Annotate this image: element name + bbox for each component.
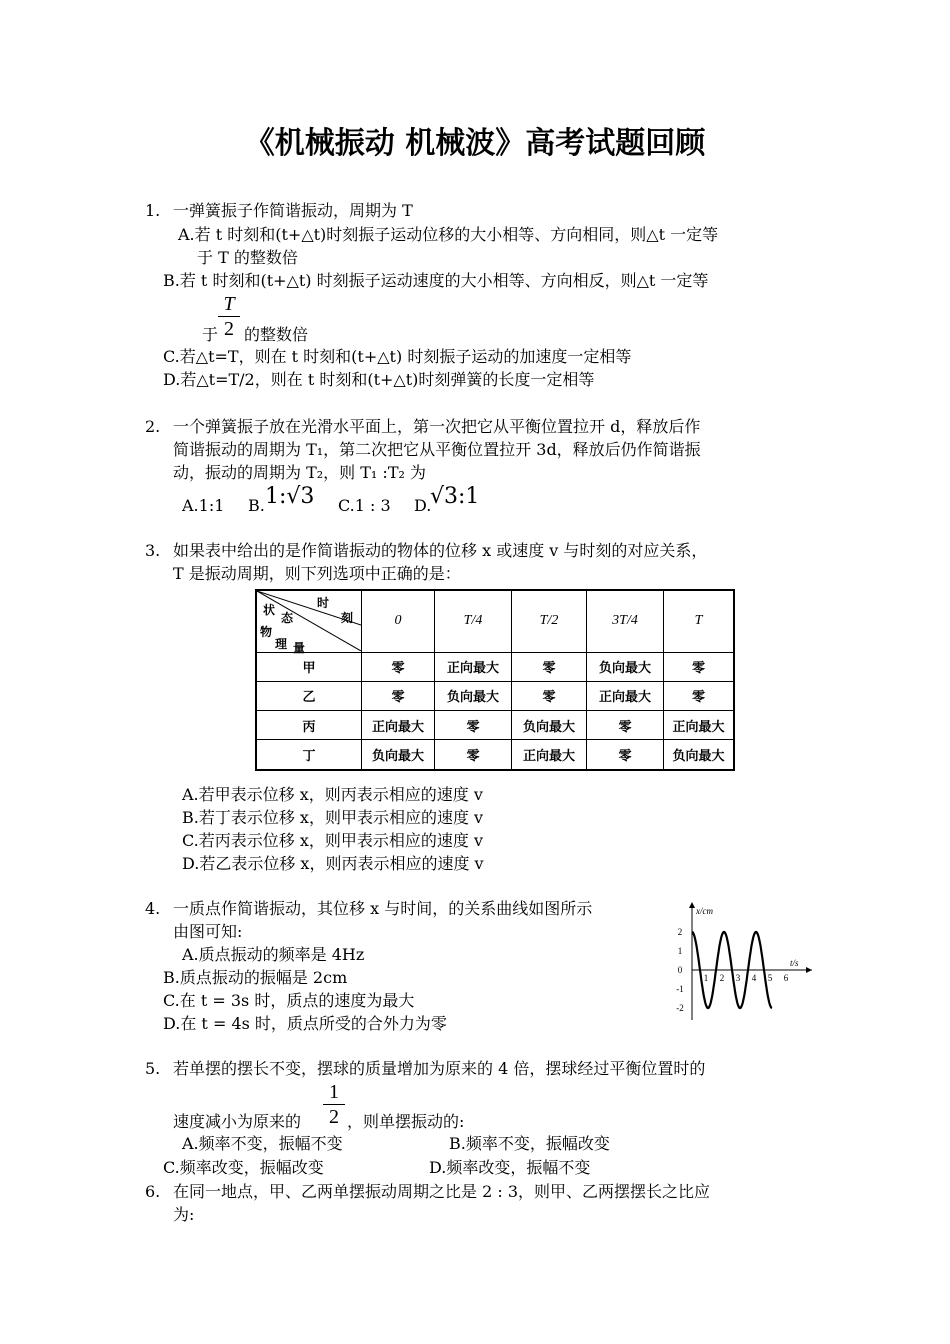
x-tick-label: 5 <box>767 973 773 983</box>
q2-option-d-label: D. <box>414 496 432 515</box>
table-cell: 负向最大 <box>587 652 664 681</box>
q3-option-d: D.若乙表示位移 x，则丙表示相应的速度 v <box>182 854 484 873</box>
table-row <box>256 711 734 740</box>
q2-line-3: 动，振动的周期为 T₂，则 T₁ :T₂ 为 <box>173 463 426 482</box>
x-tick-label: 2 <box>719 973 725 983</box>
q1-option-b-pre: 于 <box>202 325 219 344</box>
table-cell: 负向最大 <box>435 681 512 710</box>
table-cell: 正向最大 <box>435 652 512 681</box>
q3-number: 3. <box>145 541 161 560</box>
table-header-row <box>256 590 734 652</box>
q5-fraction-den: 2 <box>323 1104 345 1129</box>
q1-option-a-cont: 于 T 的整数倍 <box>197 248 298 267</box>
x-axis-label: t/s <box>790 958 799 968</box>
q1-fraction-den: 2 <box>218 316 240 341</box>
table-cell: 零 <box>362 652 435 681</box>
table-row <box>256 681 734 710</box>
corner-state: 状 <box>263 603 276 618</box>
q4-number: 4. <box>145 899 161 918</box>
q4-line-2: 由图可知: <box>173 922 243 941</box>
q5-fraction-num: 1 <box>329 1081 339 1103</box>
q3-option-c: C.若丙表示位移 x，则甲表示相应的速度 v <box>182 831 483 850</box>
q1-option-b: B.若 t 时刻和(t+△t) 时刻振子运动速度的大小相等、方向相反，则△t 一定等 <box>163 271 709 290</box>
y-ticks <box>676 927 684 1013</box>
q5-line-2-pre: 速度减小为原来的 <box>173 1112 302 1131</box>
row-label: 甲 <box>256 652 362 681</box>
q1-option-a: A.若 t 时刻和(t+△t)时刻振子运动位移的大小相等、方向相同，则△t 一定等 <box>178 225 719 244</box>
x-axis-arrow <box>806 967 812 973</box>
q1-fraction <box>218 292 240 341</box>
table-cell: 零 <box>512 681 587 710</box>
q2-option-d-value: √3:1 <box>430 484 480 509</box>
table-cell: 正向最大 <box>362 711 435 740</box>
q5-line-2-post: ，则单摆振动的: <box>347 1112 465 1131</box>
table-row <box>256 652 734 681</box>
corner-tai: 态 <box>281 611 294 626</box>
q2-number: 2. <box>145 417 161 436</box>
q4-option-a: A.质点振动的频率是 4Hz <box>182 945 365 964</box>
table-cell: 负向最大 <box>664 740 735 770</box>
table-header: T <box>664 590 735 652</box>
q6-line-2: 为: <box>173 1205 195 1224</box>
y-tick-label: -1 <box>676 984 684 994</box>
table-cell: 零 <box>587 711 664 740</box>
displacement-time-graph <box>672 898 822 1028</box>
q2-option-b-value: 1:√3 <box>265 484 315 509</box>
q5-number: 5. <box>145 1059 161 1078</box>
corner-time: 时 <box>317 596 330 611</box>
table-cell: 零 <box>435 740 512 770</box>
q4-line-1: 一质点作简谐振动，其位移 x 与时间，的关系曲线如图所示 <box>173 899 593 918</box>
table-cell: 零 <box>587 740 664 770</box>
table-cell: 零 <box>362 681 435 710</box>
q6-line-1: 在同一地点，甲、乙两单摆振动周期之比是 2 : 3，则甲、乙两摆摆长之比应 <box>173 1182 711 1201</box>
corner-li: 理 <box>275 637 288 652</box>
q4-option-b: B.质点振动的振幅是 2cm <box>163 968 348 987</box>
table-header: T/2 <box>512 590 587 652</box>
q5-fraction <box>323 1080 345 1129</box>
state-table <box>255 589 735 771</box>
row-label: 丁 <box>256 740 362 770</box>
q2-option-a: A.1:1 <box>182 496 225 515</box>
q5-option-c: C.频率改变，振幅改变 <box>163 1158 324 1177</box>
q2-line-1: 一个弹簧振子放在光滑水平面上，第一次把它从平衡位置拉开 d，释放后作 <box>173 417 701 436</box>
q1-number: 1. <box>145 201 161 220</box>
q1-option-c: C.若△t=T，则在 t 时刻和(t+△t) 时刻振子运动的加速度一定相等 <box>163 347 632 366</box>
x-tick-label: 4 <box>751 973 757 983</box>
x-tick-label: 1 <box>703 973 709 983</box>
row-label: 乙 <box>256 681 362 710</box>
q4-option-c: C.在 t = 3s 时，质点的速度为最大 <box>163 991 415 1010</box>
q1-option-d: D.若△t=T/2，则在 t 时刻和(t+△t)时刻弹簧的长度一定相等 <box>163 370 595 389</box>
table-corner-cell <box>256 590 362 656</box>
page-title: 《机械振动 机械波》高考试题回顾 <box>244 126 706 161</box>
q4-option-d: D.在 t = 4s 时，质点所受的合外力为零 <box>163 1014 447 1033</box>
q5-option-b: B.频率不变，振幅改变 <box>449 1134 610 1153</box>
corner-liang: 量 <box>293 641 306 656</box>
q1-stem: 一弹簧振子作简谐振动，周期为 T <box>173 201 413 220</box>
q5-option-d: D.频率改变，振幅不变 <box>429 1158 591 1177</box>
y-axis-arrow <box>689 902 695 908</box>
q5-line-1: 若单摆的摆长不变，摆球的质量增加为原来的 4 倍，摆球经过平衡位置时的 <box>173 1059 706 1078</box>
table-cell: 零 <box>664 652 735 681</box>
q3-line-2: T 是振动周期，则下列选项中正确的是： <box>173 564 461 583</box>
q3-option-a: A.若甲表示位移 x，则丙表示相应的速度 v <box>182 785 483 804</box>
corner-wu: 物 <box>260 625 273 640</box>
row-label: 丙 <box>256 711 362 740</box>
table-cell: 负向最大 <box>362 740 435 770</box>
corner-labels <box>257 591 361 656</box>
corner-ke: 刻 <box>341 611 354 626</box>
table-header: 0 <box>362 590 435 652</box>
q6-number: 6. <box>145 1182 161 1201</box>
y-axis-label: x/cm <box>696 906 713 916</box>
q3-line-1: 如果表中给出的是作简谐振动的物体的位移 x 或速度 v 与时刻的对应关系， <box>173 541 708 560</box>
y-tick-label: -2 <box>676 1003 684 1013</box>
q1-fraction-num: T <box>223 293 235 315</box>
q1-option-b-cont: 的整数倍 <box>244 325 309 344</box>
q3-option-b: B.若丁表示位移 x，则甲表示相应的速度 v <box>182 808 484 827</box>
table-cell: 正向最大 <box>587 681 664 710</box>
table-header: 3T/4 <box>587 590 664 652</box>
table-cell: 正向最大 <box>512 740 587 770</box>
table-cell: 零 <box>435 711 512 740</box>
table-cell: 零 <box>664 681 735 710</box>
y-tick-label: 1 <box>677 946 683 956</box>
table-cell: 零 <box>512 652 587 681</box>
table-row <box>256 740 734 770</box>
q2-line-2: 简谐振动的周期为 T₁，第二次把它从平衡位置拉开 3d，释放后仍作简谐振 <box>173 440 701 459</box>
y-tick-label: 2 <box>677 927 683 937</box>
x-tick-label: 3 <box>735 973 741 983</box>
q2-option-b-label: B. <box>248 496 265 515</box>
table-header: T/4 <box>435 590 512 652</box>
q2-option-c: C.1 : 3 <box>338 496 391 515</box>
table-cell: 正向最大 <box>664 711 735 740</box>
x-tick-label: 6 <box>783 973 789 983</box>
table-cell: 负向最大 <box>512 711 587 740</box>
q5-option-a: A.频率不变，振幅不变 <box>182 1134 343 1153</box>
y-tick-label: 0 <box>677 965 683 975</box>
